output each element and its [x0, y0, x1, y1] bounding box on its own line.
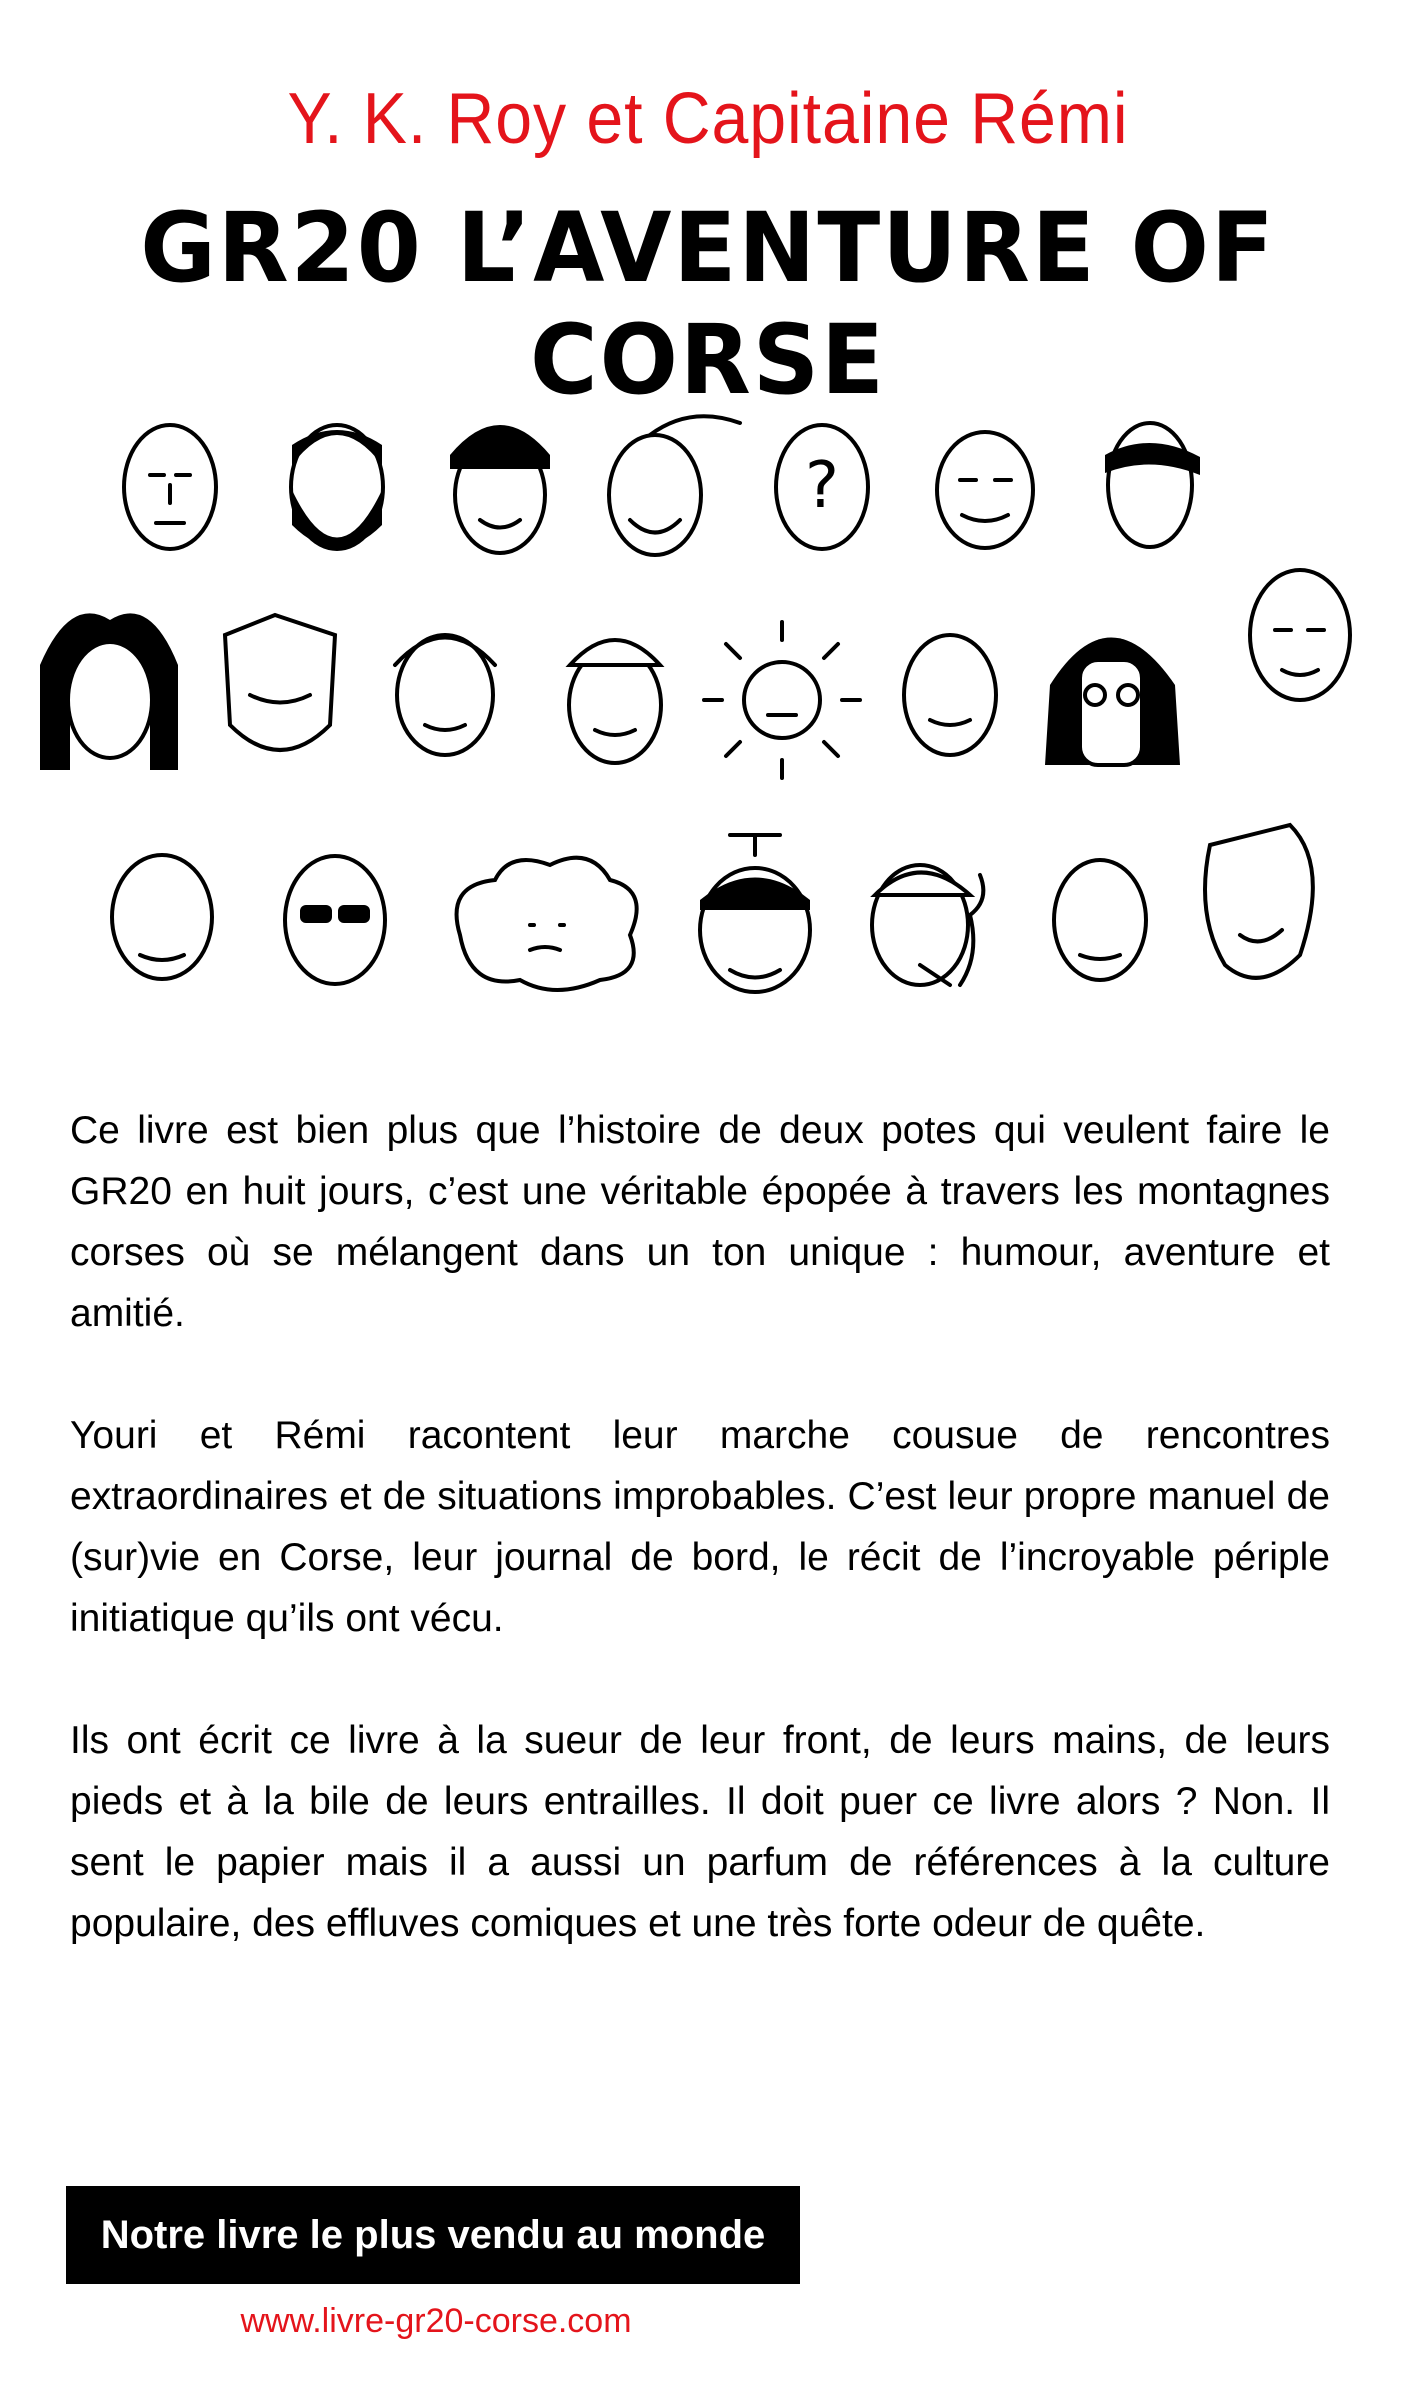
messy-hair-face-icon: [395, 635, 495, 755]
faces-illustration-svg: [0, 395, 1416, 1015]
old-man-face-icon: [937, 432, 1033, 548]
grey-hair-face-icon: [112, 855, 212, 979]
serious-man-face-icon: [1054, 860, 1146, 980]
bearded-face-icon: [291, 425, 383, 549]
website-url[interactable]: www.livre-gr20-corse.com: [240, 2302, 632, 2340]
bandana-face-icon: [1105, 423, 1200, 547]
sunglasses-face-icon: [285, 856, 385, 984]
cap-woman-face-icon: [569, 640, 661, 763]
ponytail-face-icon: [609, 416, 740, 555]
spiky-hair-face-icon: [225, 615, 335, 750]
description-paragraph-2: Youri et Rémi racontent leur marche cousue de rencontres extraordinaires et de situations improbables. C’est leur propre manuel de (sur)vie en Corse, leur journal de bord, le récit de l’incroyable périple initiatique qu’ils ont vécu.: [70, 1414, 1330, 1640]
question-face-icon: [776, 425, 868, 549]
description-paragraph-1: Ce livre est bien plus que l’histoire de deux potes qui veulent faire le GR20 en huit jours, c’est une véritable épopée à travers les montagnes corses où se mélangent dans un ton unique : humour, aventure et amitié.: [70, 1109, 1330, 1335]
puppet-mask-face-icon: [1045, 638, 1180, 766]
sun-face-icon: [704, 622, 860, 778]
question-mark: ?: [805, 449, 839, 523]
face-portrait-icon: [124, 425, 216, 549]
cloud-face-icon: [457, 858, 637, 990]
book-title: GR20 L’AVENTURE OF CORSE: [140, 192, 1276, 416]
authors-line: Y. K. Roy et Capitaine Rémi: [287, 79, 1129, 159]
captain-face-icon: [450, 425, 550, 553]
propeller-cap-face-icon: [700, 835, 810, 992]
woman-black-hair-icon: [40, 613, 178, 770]
description-paragraph-3: Ils ont écrit ce livre à la sueur de leur front, de leurs mains, de leurs pieds et à la bile de leurs entrailles. Il doit puer ce livre alors ? Non. Il sent le papier mais il a aussi un parfum de références à la culture populaire, des effluves comiques et une très forte odeur de quête.: [70, 1719, 1330, 1945]
winking-man-face-icon: [1205, 825, 1313, 978]
bald-man-face-icon: [1250, 570, 1350, 700]
description-text: [70, 1100, 1330, 2015]
smoking-man-face-icon: [872, 865, 983, 985]
bestseller-banner-text: Notre livre le plus vendu au monde: [100, 2212, 766, 2257]
faces-illustration: [0, 395, 1416, 1015]
aged-man-face-icon: [904, 635, 996, 755]
bestseller-banner: [66, 2186, 800, 2284]
